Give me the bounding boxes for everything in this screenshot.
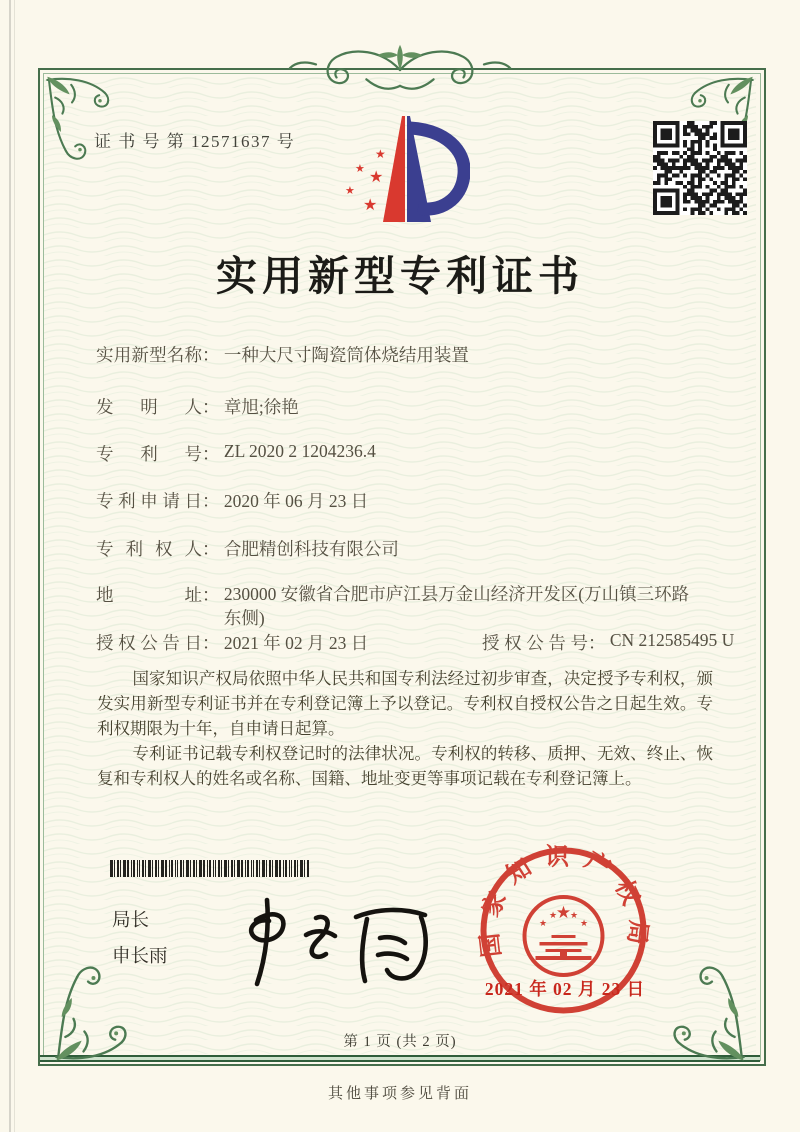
svg-text:★: ★: [363, 195, 378, 214]
page-number: 第 1 页 (共 2 页): [343, 1034, 457, 1050]
field-label: 授权公告号: [482, 633, 588, 653]
field-row-inventors: 发明人： 章旭;徐艳: [96, 394, 736, 419]
field-value: 230000 安徽省合肥市庐江县万金山经济开发区(万山镇三环路东侧): [223, 584, 690, 628]
svg-text:★: ★: [345, 184, 355, 197]
director-signature: [228, 890, 440, 992]
svg-text:★: ★: [579, 919, 589, 929]
seal-ring-text: 国家知识产权局: [476, 844, 651, 959]
svg-text:★: ★: [569, 911, 579, 921]
field-row-filing-date: 专利申请日： 2020 年 06 月 23 日: [96, 488, 736, 513]
certificate-number: 证 书 号 第 12571637 号: [94, 132, 296, 151]
barcode: [110, 860, 310, 877]
legal-text: [97, 666, 713, 791]
svg-text:★: ★: [548, 911, 558, 921]
field-label: 发明人: [96, 397, 202, 417]
field-value: 章旭;徐艳: [223, 397, 299, 417]
scan-edge-line: [9, 0, 11, 1132]
grant-number-group: 授权公告号： CN 212585495 U: [482, 630, 735, 653]
field-row-patent-number: 专利号： ZL 2020 2 1204236.4: [96, 441, 376, 464]
field-value: 合肥精创科技有限公司: [223, 539, 399, 559]
svg-text:★: ★: [555, 903, 572, 923]
scan-edge-line-2: [14, 0, 15, 1132]
svg-text:★: ★: [375, 147, 386, 161]
svg-text:国家知识产权局: [476, 843, 651, 958]
signer-title: 局长: [112, 911, 150, 931]
svg-text:★: ★: [355, 162, 365, 175]
seal-date: 2021 年 02 月 23 日: [484, 979, 646, 999]
qr-code: [653, 121, 747, 215]
field-value: 2021 年 02 月 23 日: [223, 633, 369, 653]
page-title: 实用新型专利证书: [216, 253, 584, 299]
signer-name: 申长雨: [112, 947, 168, 967]
field-value: CN 212585495 U: [609, 630, 735, 650]
field-label: 授权公告日: [96, 633, 202, 653]
field-row-address: 地址： 230000 安徽省合肥市庐江县万金山经济开发区(万山镇三环路东侧): [96, 582, 736, 630]
field-row-utility-model-name: 实用新型名称： 一种大尺寸陶瓷筒体烧结用装置: [96, 342, 736, 367]
field-label: 实用新型名称: [96, 345, 202, 365]
grant-date-group: 授权公告日： 2021 年 02 月 23 日: [96, 630, 368, 650]
legal-paragraph-1: 国家知识产权局依照中华人民共和国专利法经过初步审查，决定授予专利权，颁发实用新型专利证书并在专利登记簿上予以登记。专利权自授权公告之日起生效。专利权期限为十年，自申请日起算。: [97, 669, 713, 738]
top-center-ornament: [286, 42, 514, 98]
field-value: 一种大尺寸陶瓷筒体烧结用装置: [223, 345, 469, 365]
field-label: 专利权人: [96, 539, 202, 559]
svg-text:★: ★: [369, 167, 384, 186]
corner-flourish-top-left: [42, 72, 126, 176]
svg-text:★: ★: [538, 919, 548, 929]
field-label: 专利申请日: [96, 491, 202, 511]
field-value: 2020 年 06 月 23 日: [223, 491, 369, 511]
field-label: 专利号: [96, 444, 202, 464]
back-note: 其他事项参见背面: [327, 1086, 472, 1102]
field-label: 地址: [96, 585, 202, 605]
signer-block: [112, 903, 168, 975]
field-row-patentee: 专利权人： 合肥精创科技有限公司: [96, 536, 736, 561]
legal-paragraph-2: 专利证书记载专利权登记时的法律状况。专利权的转移、质押、无效、终止、恢复和专利权人的姓名或名称、国籍、地址变更等事项记载在专利登记簿上。: [97, 744, 713, 788]
national-emblem: [525, 897, 603, 975]
field-value: ZL 2020 2 1204236.4: [223, 441, 376, 461]
cnipa-logo: [335, 112, 470, 228]
field-row-grant: [96, 630, 736, 655]
